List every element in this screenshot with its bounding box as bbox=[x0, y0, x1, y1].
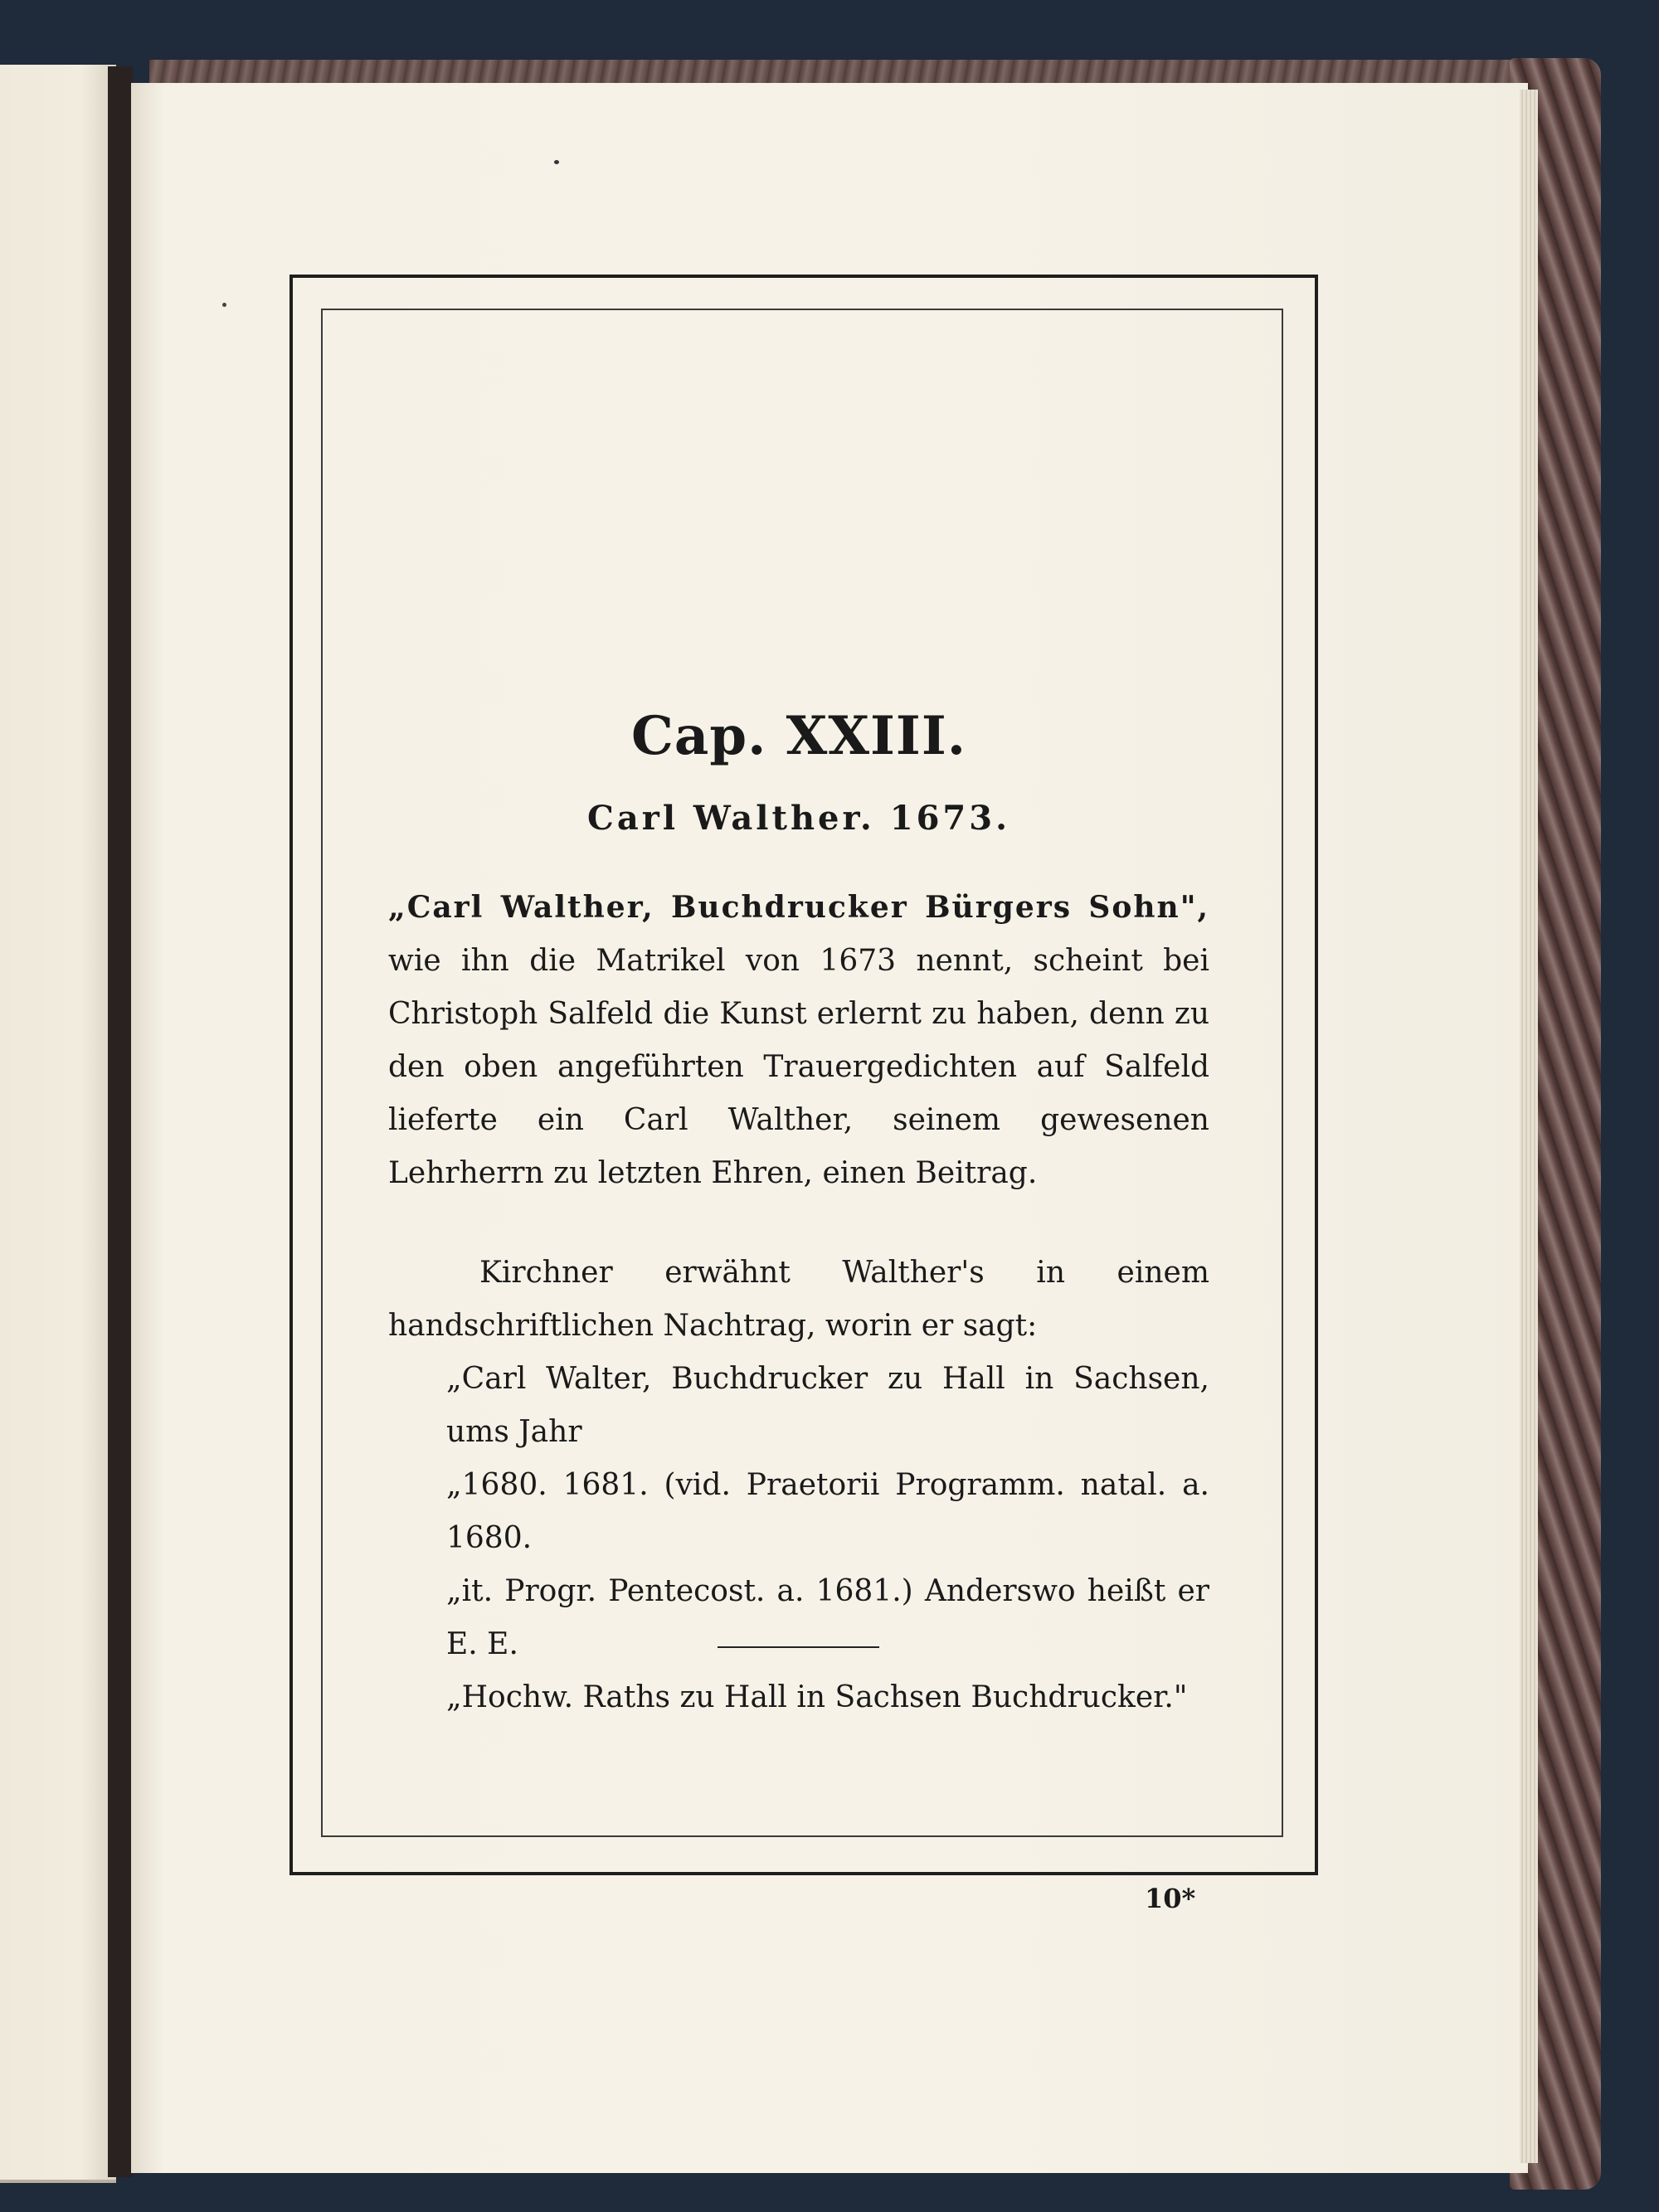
quote-line: „1680. 1681. (vid. Praetorii Programm. natal. a. 1680. bbox=[446, 1468, 1209, 1555]
paragraph-2: Kirchner erwähnt Walther's in einem handschriftlichen Nachtrag, worin er sagt: bbox=[388, 1256, 1209, 1343]
section-divider bbox=[718, 1646, 879, 1648]
quote-block bbox=[446, 1353, 1209, 1724]
left-page bbox=[0, 65, 116, 2183]
page-edges bbox=[1520, 90, 1538, 2163]
speck bbox=[554, 160, 559, 164]
speck bbox=[222, 303, 226, 307]
book-gutter bbox=[108, 66, 133, 2177]
chapter-title: Cap. XXIII. bbox=[630, 705, 967, 767]
page-number: 10* bbox=[1145, 1883, 1196, 1914]
paragraph-1-text: wie ihn die Matrikel von 1673 nennt, scheint bei Christoph Salfeld die Kunst erlernt zu haben, denn zu den oben angeführten Trauergedichten auf Salfeld lieferte ein Carl Walther, seinem gewesenen Lehrherrn zu letzten Ehren, einen Beitrag. bbox=[388, 944, 1209, 1190]
text-block bbox=[388, 705, 1209, 1724]
paragraph-1 bbox=[388, 881, 1209, 1200]
quote-line: „Hochw. Raths zu Hall in Sachsen Buchdrucker." bbox=[446, 1680, 1188, 1714]
chapter-subtitle: Carl Walther. 1673. bbox=[586, 799, 1011, 838]
paragraph-1-lead: „Carl Walther, Buchdrucker Bürgers Sohn", bbox=[388, 890, 1209, 925]
quote-line: „it. Progr. Pentecost. a. 1681.) Anderswo heißt er E. E. bbox=[446, 1574, 1209, 1661]
quote-line: „Carl Walter, Buchdrucker zu Hall in Sachsen, ums Jahr bbox=[446, 1362, 1209, 1449]
